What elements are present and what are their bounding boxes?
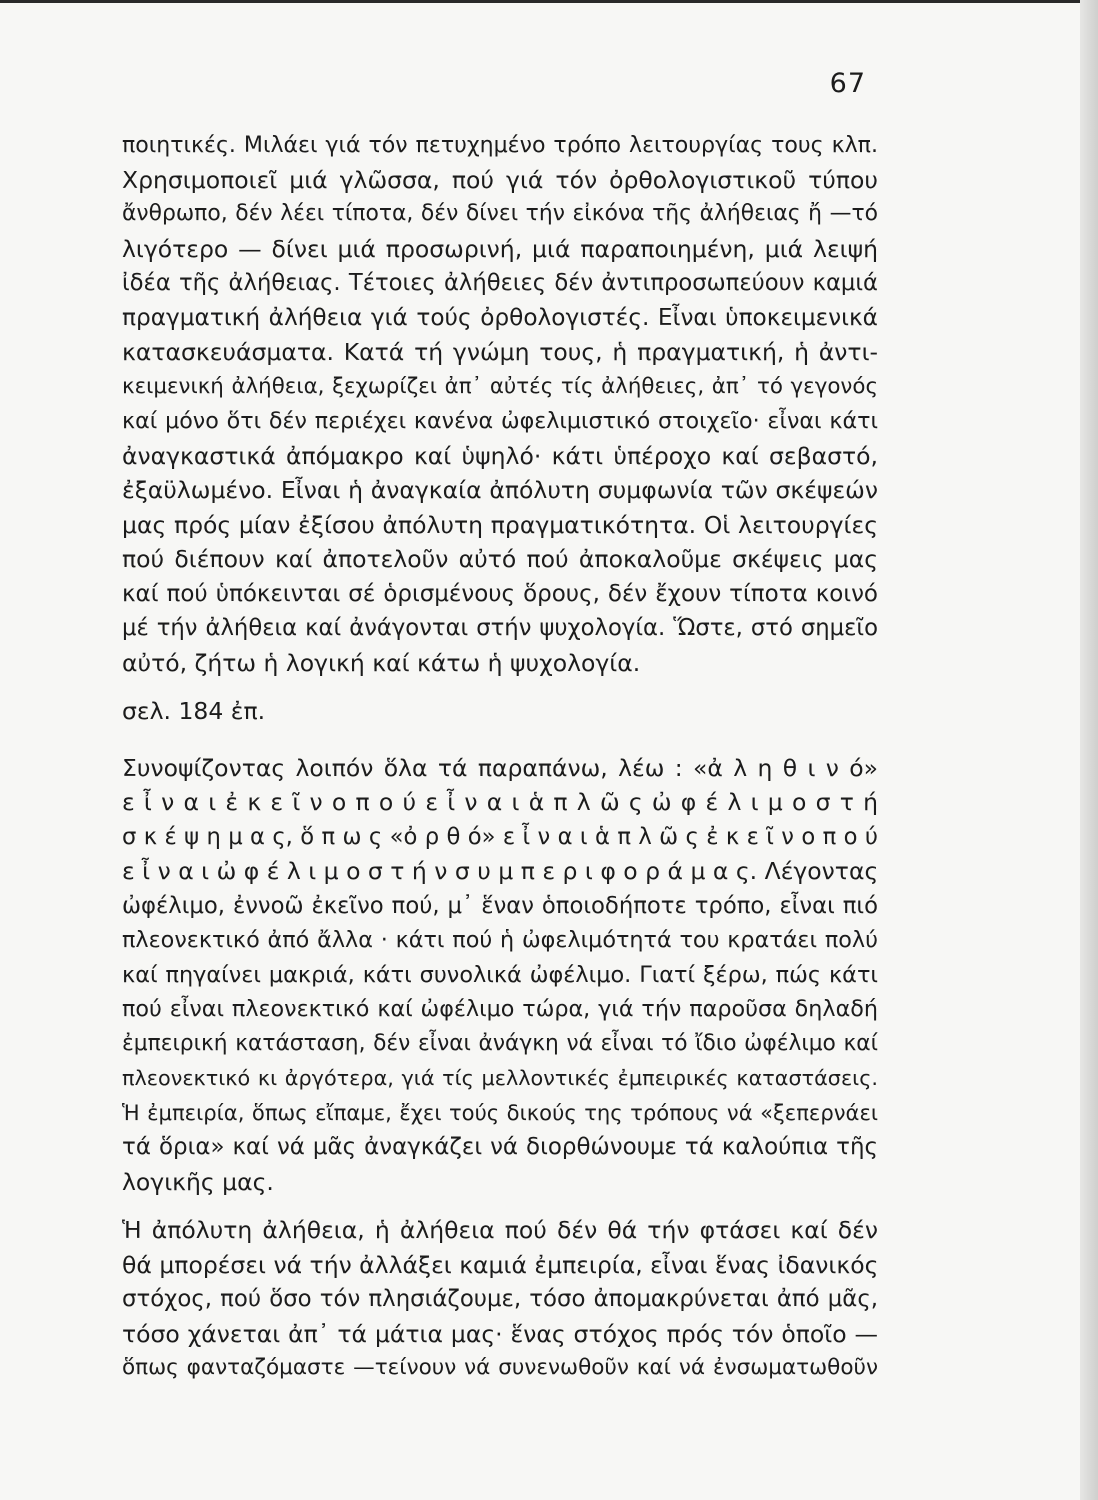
text-line: πλεονεκτικό ἀπό ἄλλα · κάτι πού ἡ ὠφελιμότητά του κρατάει πολύ (122, 927, 878, 953)
text-line: καί πηγαίνει μακριά, κάτι συνολικά ὠφέλιμο. Γιατί ξέρω, πώς κάτι (122, 961, 878, 988)
text-line: ποιητικές. Μιλάει γιά τόν πετυχημένο τρόπο λειτουργίας τους κλπ. (122, 132, 878, 158)
text-line: Χρησιμοποιεῖ μιά γλῶσσα, πού γιά τόν ὀρθολογιστικοῦ τύπου (122, 165, 878, 194)
body-text (122, 128, 878, 1386)
text-line: καί πού ὑπόκεινται σέ ὁρισμένους ὅρους, δέν ἔχουν τίποτα κοινό (122, 580, 878, 607)
text-line: Ἡ ἐμπειρία, ὅπως εἴπαμε, ἔχει τούς δικούς της τρόπους νά «ξεπερνάει (122, 1099, 878, 1125)
text-line: Συνοψίζοντας λοιπόν ὅλα τά παραπάνω, λέω : «ἀ λ η θ ι ν ό» (122, 753, 878, 782)
text-line: κειμενική ἀλήθεια, ξεχωρίζει ἀπ᾿ αὐτές τίς ἀλήθειες, ἀπ᾿ τό γεγονός (122, 373, 878, 399)
text-line: ε ἶ ν α ι ἐ κ ε ῖ ν ο π ο ύ ε ἶ ν α ι ἁ π λ ῶ ς ὠ φ έ λ ι μ ο σ τ ή (122, 788, 878, 816)
page-number: 67 (829, 68, 866, 99)
text-line: Ἡ ἀπόλυτη ἀλήθεια, ἡ ἀλήθεια πού δέν θά τήν φτάσει καί δέν (122, 1216, 878, 1244)
text-line: πραγματική ἀλήθεια γιά τούς ὀρθολογιστές. Εἶναι ὑποκειμενικά (122, 303, 878, 331)
text-line: ἐξαϋλωμένο. Εἶναι ἡ ἀναγκαία ἀπόλυτη συμφωνία τῶν σκέψεών (122, 476, 878, 504)
scan-right-edge (1080, 0, 1098, 1500)
text-line: ε ἶ ν α ι ὠ φ έ λ ι μ ο σ τ ή ν σ υ μ π ε ρ ι φ ο ρ ά μ α ς. Λέγοντας (122, 857, 879, 885)
scan-top-edge (0, 0, 1098, 3)
text-line: αὐτό, ζήτω ἡ λογική καί κάτω ἡ ψυχολογία. (122, 648, 641, 677)
text-line: λογικῆς μας. (122, 1167, 274, 1196)
paragraph-2 (122, 751, 878, 1200)
text-line: καί μόνο ὅτι δέν περιέχει κανένα ὠφελιμιστικό στοιχεῖο· εἶναι κάτι (122, 408, 878, 434)
text-line: πού εἶναι πλεονεκτικό καί ὠφέλιμο τώρα, γιά τήν παροῦσα δηλαδή (122, 996, 878, 1022)
paragraph-3 (122, 1213, 878, 1386)
text-line: μας πρός μίαν ἐξίσου ἀπόλυτη πραγματικότητα. Οἱ λειτουργίες (122, 510, 878, 539)
text-line: τόσο χάνεται ἀπ᾿ τά μάτια μας· ἕνας στόχος πρός τόν ὁποῖο — (122, 1319, 878, 1348)
text-line: πλεονεκτικό κι ἀργότερα, γιά τίς μελλοντικές ἐμπειρικές καταστάσεις. (122, 1066, 878, 1090)
text-line: ἰδέα τῆς ἀλήθειας. Τέτοιες ἀλήθειες δέν ἀντιπροσωπεύουν καμιά (122, 270, 878, 296)
paragraph-1 (122, 128, 878, 680)
text-line: ἐμπειρική κατάσταση, δέν εἶναι ἀνάγκη νά εἶναι τό ἴδιο ὠφέλιμο καί (122, 1030, 878, 1056)
text-line: τά ὅρια» καί νά μᾶς ἀναγκάζει νά διορθώνουμε τά καλούπια τῆς (122, 1134, 878, 1160)
text-line: ὅπως φανταζόμαστε —τείνουν νά συνενωθοῦν καί νά ἐνσωματωθοῦν (122, 1355, 878, 1380)
text-line: ἄνθρωπο, δέν λέει τίποτα, δέν δίνει τήν εἰκόνα τῆς ἀλήθειας ἤ —τό (122, 201, 878, 226)
page-reference: σελ. 184 ἐπ. (122, 697, 266, 725)
text-line: σ κ έ ψ η μ α ς, ὅ π ω ς «ὀ ρ θ ό» ε ἶ ν α ι ἁ π λ ῶ ς ἐ κ ε ῖ ν ο π ο ύ (122, 823, 878, 850)
text-line: θά μπορέσει νά τήν ἀλλάξει καμιά ἐμπειρία, εἶναι ἕνας ἰδανικός (122, 1250, 879, 1279)
text-line: λιγότερο — δίνει μιά προσωρινή, μιά παραποιημένη, μιά λειψή (122, 234, 878, 263)
text-line: ἀναγκαστικά ἀπόμακρο καί ὑψηλό· κάτι ὑπέροχο καί σεβαστό, (122, 441, 878, 470)
text-line: μέ τήν ἀλήθεια καί ἀνάγονται στήν ψυχολογία. Ὥστε, στό σημεῖο (122, 615, 878, 641)
text-line: πού διέπουν καί ἀποτελοῦν αὐτό πού ἀποκαλοῦμε σκέψεις μας (122, 545, 878, 573)
text-line: στόχος, πού ὅσο τόν πλησιάζουμε, τόσο ἀπομακρύνεται ἀπό μᾶς, (122, 1286, 878, 1312)
text-line: κατασκευάσματα. Κατά τή γνώμη τους, ἡ πραγματική, ἡ ἀντι- (122, 338, 878, 366)
text-line: ὠφέλιμο, ἐννοῶ ἐκεῖνο πού, μ᾿ ἕναν ὁποιοδήποτε τρόπο, εἶναι πιό (122, 892, 878, 919)
